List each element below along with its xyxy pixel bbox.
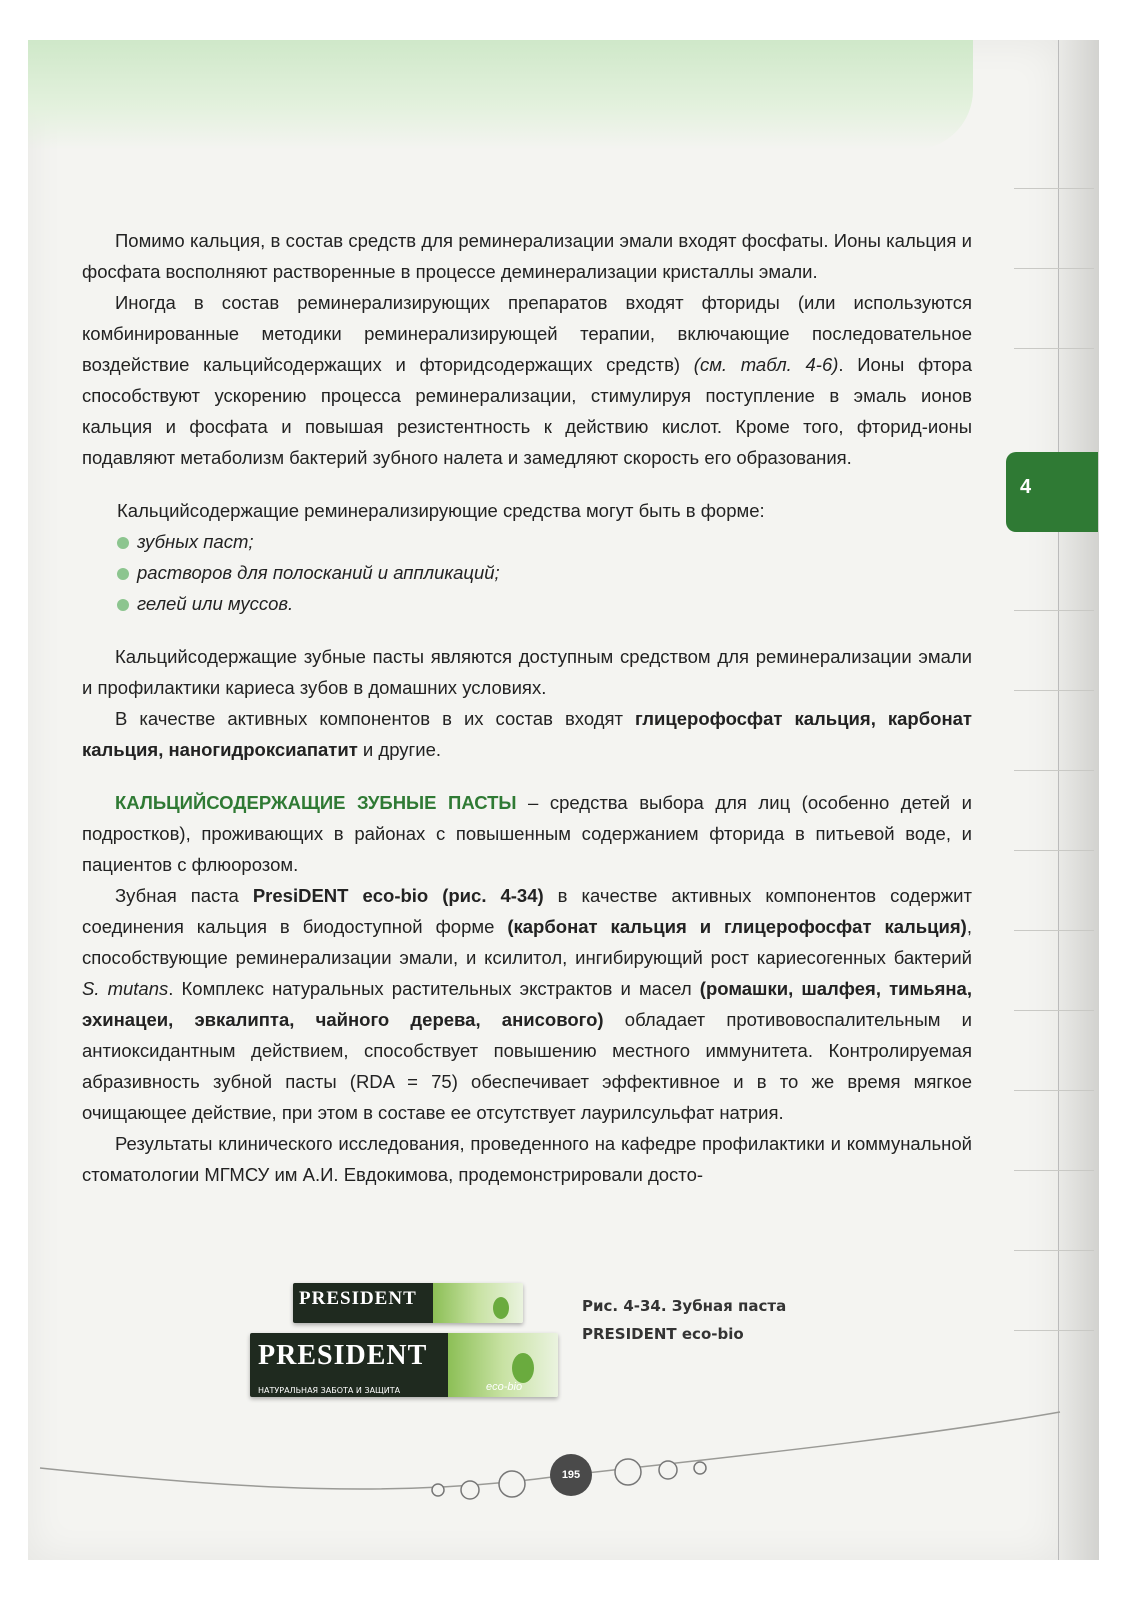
paragraph: В качестве активных компонентов в их состав входят глицерофосфат кальция, карбонат кальция, наногидроксиапатит и другие. xyxy=(82,708,972,760)
paragraph: Иногда в состав реминерализирующих препаратов входят фториды (или используются комбинированные методики реминерализирующей терапии, включающие последовательное воздействие кальцийсодержащих и фторидсодержащих средств) (см. табл. 4-6). Ионы фтора способствуют ускорению процесса реминерализации, стимулируя поступление в эмаль ионов кальция и фосфата и повышая резистентность к действию кислот. Кроме того, фторид-ионы подавляют метаболизм бактерий зубного налета и замедляют скорость его образования. xyxy=(82,292,972,468)
brand-logo: PRESIDENT xyxy=(293,1283,439,1323)
paragraph: Зубная паста PresiDENT eco-bio (рис. 4-34) в качестве активных компонентов содержит соединения кальция в биодоступной форме (карбонат кальция и глицерофосфат кальция), способствующие реминерализации эмали, и ксилитол, ингибирующий рост кариесогенных бактерий S. mutans. Комплекс натуральных растительных экстрактов и масел (ромашки, шалфея, тимьяна, эхинацеи, эвкалипта, чайного дерева, анисового) обладает противовоспалительным и антиоксидантным действием, способствует повышению местного иммунитета. Контролируемая абразивность зубной пасты (RDA = 75) обеспечивает эффективное и в то же время мягкое очищающее действие, при этом в составе ее отсутствует лаурилсульфат натрия. xyxy=(82,885,972,1123)
figure-caption: Рис. 4-34. Зубная паста PRESIDENT eco-bio xyxy=(582,1297,787,1343)
paragraph: Кальцийсодержащие зубные пасты являются доступным средством для реминерализации эмали и профилактики кариеса зубов в домашних условиях. xyxy=(82,646,972,698)
paragraph: Помимо кальция, в состав средств для реминерализации эмали входят фосфаты. Ионы кальция и фосфата восполняют растворенные в процессе деминерализации кристаллы эмали. xyxy=(82,230,972,282)
chapter-number: 4 xyxy=(1020,476,1032,498)
section-paragraph: КАЛЬЦИЙСОДЕРЖАЩИЕ ЗУБНЫЕ ПАСТЫ – средства выбора для лиц (особенно детей и подростков), проживающих в районах с повышенным содержанием фторида в питьевой воде, и пациентов с флюорозом. xyxy=(82,792,972,875)
section-heading: КАЛЬЦИЙСОДЕРЖАЩИЕ ЗУБНЫЕ ПАСТЫ xyxy=(115,792,517,813)
list-item: зубных паст; xyxy=(117,526,972,557)
tagline: НАТУРАЛЬНАЯ ЗАБОТА И ЗАЩИТА xyxy=(258,1386,401,1395)
list-item: растворов для полосканий и аппликаций; xyxy=(117,557,972,588)
brand-logo: PRESIDENT xyxy=(250,1333,458,1397)
eco-bio-label: eco-bio xyxy=(486,1381,523,1393)
list-intro: Кальцийсодержащие реминерализирующие средства могут быть в форме: xyxy=(117,500,765,521)
page-number: 195 xyxy=(550,1454,592,1496)
product-reference: PresiDENT eco-bio (рис. 4-34) xyxy=(252,885,544,906)
list-item: гелей или муссов. xyxy=(117,588,972,619)
paragraph: Результаты клинического исследования, проведенного на кафедре профилактики и коммунальной стоматологии МГМСУ им А.И. Евдокимова, продемонстрировали досто- xyxy=(82,1133,972,1185)
table-reference: (см. табл. 4-6) xyxy=(693,354,839,375)
